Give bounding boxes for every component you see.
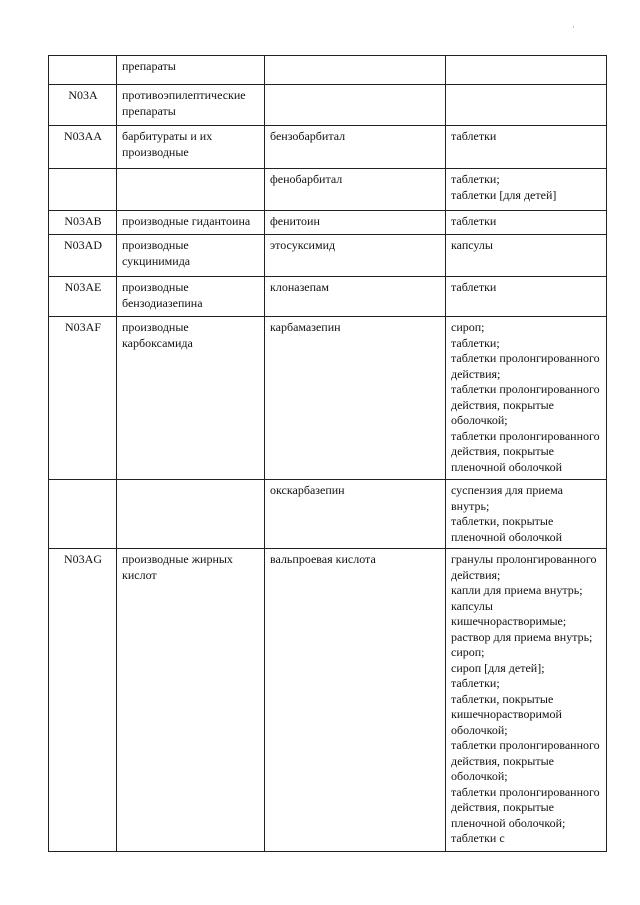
dosage-form-line: капсулы	[451, 238, 493, 252]
dosage-form-line: действия, покрытые	[451, 444, 554, 458]
table-row	[49, 211, 607, 235]
dosage-form-cell	[446, 85, 607, 126]
table-row	[49, 126, 607, 169]
dosage-form-cell	[446, 211, 607, 235]
dosage-form-line: действия;	[451, 567, 501, 582]
dosage-form-line: таблетки пролонгированного	[451, 738, 600, 752]
dosage-form-line: действия, покрытые	[451, 753, 554, 768]
drug-group-cell	[117, 85, 265, 126]
dosage-form-line: внутрь;	[451, 498, 490, 513]
dosage-form-line: таблетки с	[451, 831, 505, 845]
drug-group-line: кислот	[122, 567, 157, 582]
drug-name-cell: клоназепам	[265, 277, 446, 317]
atc-code-cell: N03A	[49, 85, 117, 126]
dosage-form-line: оболочкой;	[451, 722, 508, 737]
dosage-form-cell	[446, 317, 607, 480]
dosage-form-line: таблетки пролонгированного	[451, 382, 600, 396]
table-row	[49, 56, 607, 85]
drug-table	[48, 55, 607, 852]
dosage-form-line: пленочной оболочкой	[451, 459, 563, 474]
dosage-form-cell	[446, 277, 607, 317]
drug-group-cell	[117, 480, 265, 549]
dosage-form-line: таблетки пролонгированного	[451, 428, 600, 443]
drug-group-line: барбитураты и их	[122, 129, 213, 143]
dosage-form-line: таблетки	[451, 280, 497, 294]
dosage-form-line: таблетки [для детей]	[451, 187, 557, 202]
drug-group-line: противоэпилептические	[122, 88, 246, 102]
drug-name-cell	[265, 56, 446, 85]
drug-group-cell	[117, 235, 265, 277]
drug-group-line: производные	[122, 280, 189, 294]
dosage-form-line: действия, покрытые	[451, 800, 554, 814]
atc-code-cell: N03AF	[49, 317, 117, 480]
dosage-form-line: суспензия для приема	[451, 483, 563, 497]
drug-group-cell	[117, 211, 265, 235]
dosage-form-line: капсулы	[451, 598, 493, 613]
atc-code-cell: N03AD	[49, 235, 117, 277]
dosage-form-line: таблетки	[451, 214, 497, 228]
table-row	[49, 235, 607, 277]
drug-name-cell: бензобарбитал	[265, 126, 446, 169]
drug-group-line: карбоксамида	[122, 335, 193, 350]
dosage-form-cell	[446, 549, 607, 852]
table-row	[49, 480, 607, 549]
atc-code-cell	[49, 56, 117, 85]
dosage-form-line: оболочкой;	[451, 413, 508, 427]
dosage-form-line: таблетки	[451, 129, 497, 143]
dosage-form-line: таблетки, покрытые	[451, 514, 554, 528]
drug-group-line: производные жирных	[122, 552, 233, 566]
table-row	[49, 549, 607, 852]
dosage-form-line: таблетки;	[451, 676, 500, 690]
table-row	[49, 317, 607, 480]
dosage-form-line: пленочной оболочкой;	[451, 815, 566, 830]
dosage-form-line: капли для приема внутрь;	[451, 583, 583, 597]
table-row	[49, 169, 607, 211]
dosage-form-line: таблетки, покрытые	[451, 691, 554, 706]
dosage-form-line: таблетки пролонгированного	[451, 351, 600, 365]
dosage-form-line: действия;	[451, 366, 501, 381]
drug-group-cell	[117, 277, 265, 317]
dosage-form-line: сироп;	[451, 320, 485, 334]
table-row	[49, 277, 607, 317]
dosage-form-line: сироп;	[451, 645, 485, 659]
dosage-form-cell	[446, 126, 607, 169]
drug-name-cell: вальпроевая кислота	[265, 549, 446, 852]
drug-group-line: препараты	[122, 59, 176, 73]
atc-code-cell: N03AB	[49, 211, 117, 235]
atc-code-cell	[49, 480, 117, 549]
drug-name-cell: окскарбазепин	[265, 480, 446, 549]
dosage-form-cell	[446, 480, 607, 549]
drug-group-line: производные	[122, 144, 189, 159]
dosage-form-cell	[446, 169, 607, 211]
drug-group-cell	[117, 169, 265, 211]
dosage-form-line: раствор для приема внутрь;	[451, 629, 593, 644]
drug-group-line: производные гидантоина	[122, 214, 251, 228]
atc-code-cell: N03AA	[49, 126, 117, 169]
drug-group-line: производные	[122, 238, 189, 252]
dosage-form-line: гранулы пролонгированного	[451, 552, 597, 566]
dosage-form-line: пленочной оболочкой	[451, 529, 563, 544]
dosage-form-line: кишечнорастворимой	[451, 707, 562, 721]
dosage-form-line: кишечнорастворимые;	[451, 614, 567, 628]
dosage-form-line: таблетки пролонгированного	[451, 784, 600, 799]
dosage-form-cell	[446, 235, 607, 277]
drug-group-line: препараты	[122, 103, 176, 118]
drug-group-cell	[117, 126, 265, 169]
atc-code-cell: N03AE	[49, 277, 117, 317]
dosage-form-line: действия, покрытые	[451, 397, 554, 412]
dosage-form-cell	[446, 56, 607, 85]
drug-name-cell: этосуксимид	[265, 235, 446, 277]
drug-name-cell: фенитоин	[265, 211, 446, 235]
atc-code-cell	[49, 169, 117, 211]
drug-group-cell	[117, 56, 265, 85]
dosage-form-line: таблетки;	[451, 335, 500, 350]
drug-group-cell	[117, 549, 265, 852]
dosage-form-line: сироп [для детей];	[451, 660, 545, 675]
drug-group-line: производные	[122, 320, 189, 334]
atc-code-cell: N03AG	[49, 549, 117, 852]
drug-group-line: сукцинимида	[122, 253, 191, 268]
dosage-form-line: таблетки;	[451, 172, 500, 186]
drug-group-line: бензодиазепина	[122, 295, 203, 310]
drug-name-cell: карбамазепин	[265, 317, 446, 480]
drug-group-cell	[117, 317, 265, 480]
drug-name-cell: фенобарбитал	[265, 169, 446, 211]
dosage-form-line: оболочкой;	[451, 769, 508, 783]
drug-name-cell	[265, 85, 446, 126]
table-body	[49, 56, 607, 852]
page-corner-mark: ·	[572, 22, 575, 32]
table-row	[49, 85, 607, 126]
